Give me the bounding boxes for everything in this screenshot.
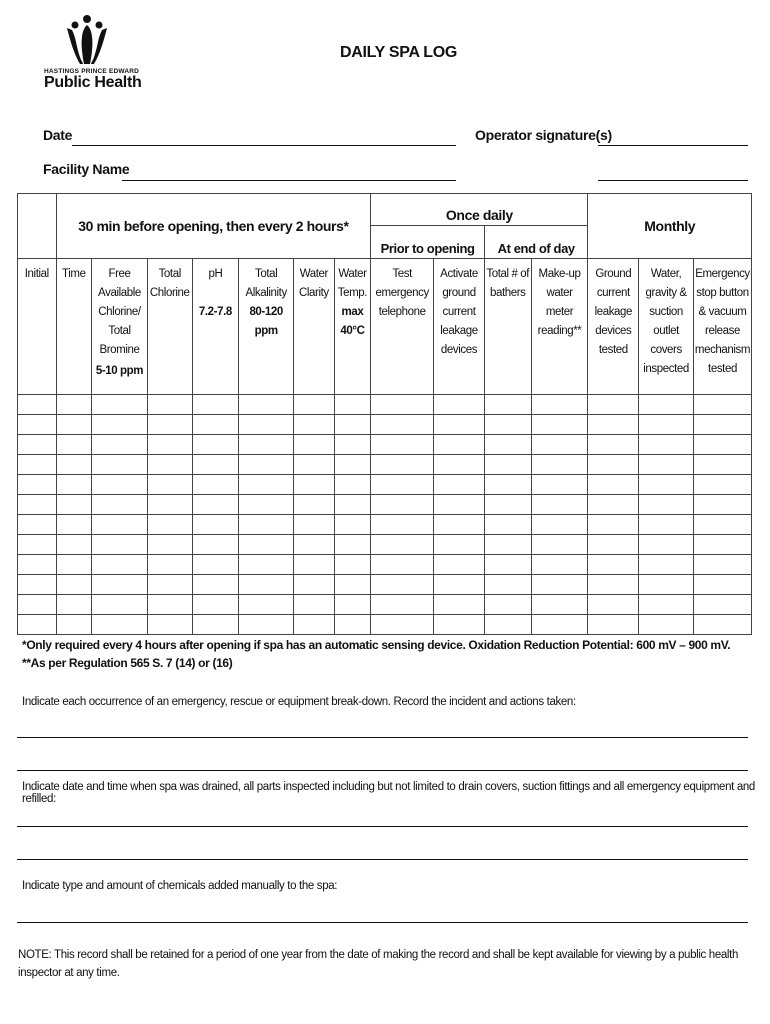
col-water-temp-range: max 40°C (340, 306, 365, 337)
table-cell[interactable] (531, 475, 588, 495)
table-row (18, 495, 752, 515)
table-cell[interactable] (434, 555, 485, 575)
emergency-entry-line-2[interactable] (17, 770, 748, 771)
instruction-drained: Indicate date and time when spa was drained, all parts inspected including but not limited to drain covers, suction fittings and all emergency equipment and refilled: (22, 781, 755, 805)
table-cell[interactable] (434, 435, 485, 455)
org-unit: Public Health (44, 74, 142, 91)
table-cell[interactable] (192, 555, 239, 575)
table-cell[interactable] (531, 515, 588, 535)
table-cell[interactable] (192, 535, 239, 555)
table-cell[interactable] (531, 575, 588, 595)
table-cell[interactable] (56, 595, 92, 615)
table-row (18, 515, 752, 535)
table-cell[interactable] (694, 455, 752, 475)
group-monthly: Monthly (588, 194, 752, 259)
table-cell[interactable] (18, 455, 57, 475)
table-cell[interactable] (371, 495, 434, 515)
date-label: Date (43, 127, 73, 143)
table-cell[interactable] (334, 615, 371, 635)
table-cell[interactable] (334, 575, 371, 595)
table-cell[interactable] (239, 615, 294, 635)
table-cell[interactable] (484, 395, 531, 415)
table-cell[interactable] (639, 615, 694, 635)
table-cell[interactable] (239, 495, 294, 515)
table-cell[interactable] (18, 575, 57, 595)
table-cell[interactable] (294, 455, 335, 475)
table-cell[interactable] (56, 475, 92, 495)
col-test-telephone: Test emergency telephone (371, 259, 434, 395)
table-cell[interactable] (484, 535, 531, 555)
table-cell[interactable] (147, 575, 192, 595)
table-row (18, 615, 752, 635)
footnote-regulation: **As per Regulation 565 S. 7 (14) or (16) (22, 656, 233, 670)
table-cell[interactable] (92, 455, 148, 475)
table-cell[interactable] (192, 515, 239, 535)
table-cell[interactable] (147, 615, 192, 635)
table-cell[interactable] (147, 535, 192, 555)
table-cell[interactable] (18, 395, 57, 415)
col-total-chlorine: Total Chlorine (147, 259, 192, 395)
table-cell[interactable] (192, 475, 239, 495)
table-cell[interactable] (92, 555, 148, 575)
drained-entry-line-1[interactable] (17, 826, 748, 827)
drained-entry-line-2[interactable] (17, 859, 748, 860)
table-cell[interactable] (588, 535, 639, 555)
spa-log-table (17, 193, 752, 635)
table-cell[interactable] (294, 575, 335, 595)
table-cell[interactable] (334, 415, 371, 435)
table-cell[interactable] (588, 615, 639, 635)
table-cell[interactable] (588, 475, 639, 495)
table-cell[interactable] (147, 455, 192, 475)
table-cell[interactable] (239, 395, 294, 415)
table-cell[interactable] (239, 435, 294, 455)
col-ph (192, 259, 239, 395)
table-cell[interactable] (694, 495, 752, 515)
table-cell[interactable] (531, 415, 588, 435)
table-cell[interactable] (334, 555, 371, 575)
table-cell[interactable] (192, 575, 239, 595)
table-cell[interactable] (147, 555, 192, 575)
table-cell[interactable] (334, 395, 371, 415)
table-cell[interactable] (147, 495, 192, 515)
table-cell[interactable] (56, 455, 92, 475)
table-cell[interactable] (371, 615, 434, 635)
table-cell[interactable] (531, 495, 588, 515)
table-row (18, 475, 752, 495)
page-title: DAILY SPA LOG (340, 44, 458, 61)
operator-signature-label: Operator signature(s) (475, 127, 612, 143)
table-cell[interactable] (371, 575, 434, 595)
col-outlet-covers: Water, gravity & suction outlet covers inspected (639, 259, 694, 395)
table-cell[interactable] (334, 595, 371, 615)
table-cell[interactable] (484, 575, 531, 595)
table-cell[interactable] (294, 535, 335, 555)
facility-name-field[interactable] (122, 180, 456, 181)
footnote-orp: *Only required every 4 hours after opening if spa has an automatic sensing device. Oxidation Reduction Potential: 600 mV – 900 mV. (22, 638, 731, 652)
table-cell[interactable] (192, 415, 239, 435)
table-cell[interactable] (56, 495, 92, 515)
table-cell[interactable] (588, 555, 639, 575)
col-alkalinity-label: Total Alkalinity (245, 268, 287, 299)
table-cell[interactable] (694, 415, 752, 435)
table-cell[interactable] (92, 515, 148, 535)
table-row (18, 555, 752, 575)
table-cell[interactable] (639, 595, 694, 615)
table-cell[interactable] (92, 395, 148, 415)
table-cell[interactable] (192, 615, 239, 635)
table-cell[interactable] (588, 415, 639, 435)
col-meter-reading: Make-up water meter reading** (531, 259, 588, 395)
table-cell[interactable] (294, 515, 335, 535)
col-water-temp (334, 259, 371, 395)
table-cell[interactable] (92, 475, 148, 495)
table-cell[interactable] (334, 535, 371, 555)
col-free-chlorine-range: 5-10 ppm (95, 365, 144, 377)
table-cell[interactable] (18, 615, 57, 635)
table-cell[interactable] (294, 555, 335, 575)
table-cell[interactable] (531, 615, 588, 635)
table-cell[interactable] (588, 575, 639, 595)
group-every-2-hours: 30 min before opening, then every 2 hours* (56, 194, 371, 259)
retention-note: NOTE: This record shall be retained for a period of one year from the date of making the record and shall be kept available for viewing by a public health inspector at any time. (18, 949, 739, 979)
table-cell[interactable] (434, 595, 485, 615)
table-cell[interactable] (239, 475, 294, 495)
table-cell[interactable] (56, 555, 92, 575)
table-cell[interactable] (371, 395, 434, 415)
col-activate-gfci: Activate ground current leakage devices (434, 259, 485, 395)
table-cell[interactable] (484, 595, 531, 615)
table-cell[interactable] (694, 535, 752, 555)
table-cell[interactable] (484, 615, 531, 635)
table-cell[interactable] (434, 475, 485, 495)
col-time: Time (56, 259, 92, 395)
table-cell[interactable] (531, 395, 588, 415)
group-prior-to-opening: Prior to opening (371, 226, 485, 259)
col-ground-tested: Ground current leakage devices tested (588, 259, 639, 395)
table-cell[interactable] (56, 435, 92, 455)
blank-header-cell (18, 194, 57, 259)
table-cell[interactable] (371, 595, 434, 615)
table-row (18, 575, 752, 595)
table-cell[interactable] (371, 555, 434, 575)
table-cell[interactable] (531, 555, 588, 575)
table-cell[interactable] (18, 535, 57, 555)
table-row (18, 595, 752, 615)
table-cell[interactable] (92, 575, 148, 595)
table-cell[interactable] (92, 415, 148, 435)
table-cell[interactable] (484, 495, 531, 515)
table-cell[interactable] (371, 535, 434, 555)
table-cell[interactable] (239, 415, 294, 435)
date-field[interactable] (72, 145, 456, 146)
table-cell[interactable] (334, 515, 371, 535)
table-cell[interactable] (639, 515, 694, 535)
table-cell[interactable] (694, 515, 752, 535)
table-cell[interactable] (56, 395, 92, 415)
table-cell[interactable] (192, 435, 239, 455)
facility-name-label: Facility Name (43, 161, 130, 177)
col-water-clarity: Water Clarity (294, 259, 335, 395)
table-cell[interactable] (18, 555, 57, 575)
col-ph-range: 7.2-7.8 (198, 306, 232, 318)
table-cell[interactable] (434, 515, 485, 535)
table-cell[interactable] (334, 475, 371, 495)
operator-signature-field[interactable] (598, 145, 748, 146)
table-row (18, 455, 752, 475)
table-cell[interactable] (639, 395, 694, 415)
table-cell[interactable] (147, 395, 192, 415)
table-cell[interactable] (484, 475, 531, 495)
table-cell[interactable] (294, 415, 335, 435)
table-cell[interactable] (434, 395, 485, 415)
table-cell[interactable] (371, 455, 434, 475)
table-cell[interactable] (56, 615, 92, 635)
table-cell[interactable] (531, 535, 588, 555)
table-cell[interactable] (334, 435, 371, 455)
table-cell[interactable] (294, 395, 335, 415)
table-cell[interactable] (192, 495, 239, 515)
table-cell[interactable] (18, 595, 57, 615)
table-cell[interactable] (192, 395, 239, 415)
operator-signature-field-2[interactable] (598, 180, 748, 181)
col-alkalinity-range: 80-120 ppm (249, 306, 283, 337)
table-cell[interactable] (239, 455, 294, 475)
col-initial: Initial (18, 259, 57, 395)
table-cell[interactable] (56, 575, 92, 595)
table-cell[interactable] (588, 435, 639, 455)
table-cell[interactable] (92, 535, 148, 555)
table-cell[interactable] (18, 475, 57, 495)
table-cell[interactable] (588, 495, 639, 515)
table-cell[interactable] (588, 595, 639, 615)
table-cell[interactable] (334, 455, 371, 475)
table-cell[interactable] (694, 575, 752, 595)
table-cell[interactable] (694, 595, 752, 615)
group-end-of-day: At end of day (484, 226, 588, 259)
table-cell[interactable] (56, 515, 92, 535)
table-cell[interactable] (192, 595, 239, 615)
table-cell[interactable] (371, 415, 434, 435)
table-cell[interactable] (18, 415, 57, 435)
table-cell[interactable] (694, 395, 752, 415)
table-cell[interactable] (588, 515, 639, 535)
table-cell[interactable] (639, 435, 694, 455)
table-cell[interactable] (434, 415, 485, 435)
table-cell[interactable] (484, 515, 531, 535)
group-once-daily: Once daily (371, 194, 588, 226)
table-cell[interactable] (694, 555, 752, 575)
col-alkalinity (239, 259, 294, 395)
table-cell[interactable] (294, 615, 335, 635)
chemicals-entry-line[interactable] (17, 922, 748, 923)
table-cell[interactable] (92, 595, 148, 615)
table-cell[interactable] (239, 555, 294, 575)
col-water-temp-label: Water Temp. (337, 268, 368, 299)
table-cell[interactable] (147, 475, 192, 495)
table-cell[interactable] (484, 435, 531, 455)
table-cell[interactable] (56, 415, 92, 435)
table-cell[interactable] (147, 435, 192, 455)
table-cell[interactable] (639, 475, 694, 495)
table-cell[interactable] (694, 475, 752, 495)
col-free-chlorine (92, 259, 148, 395)
table-cell[interactable] (294, 475, 335, 495)
table-cell[interactable] (294, 595, 335, 615)
table-cell[interactable] (147, 415, 192, 435)
table-cell[interactable] (239, 575, 294, 595)
table-cell[interactable] (639, 415, 694, 435)
table-row (18, 395, 752, 415)
table-cell[interactable] (147, 595, 192, 615)
col-emergency-stop: Emergency stop button & vacuum release mechanism tested (694, 259, 752, 395)
table-cell[interactable] (694, 435, 752, 455)
table-cell[interactable] (484, 415, 531, 435)
instruction-chemicals: Indicate type and amount of chemicals added manually to the spa: (22, 880, 338, 892)
table-cell[interactable] (239, 515, 294, 535)
instruction-emergency: Indicate each occurrence of an emergency, rescue or equipment break-down. Record the incident and actions taken: (22, 696, 576, 708)
table-cell[interactable] (56, 535, 92, 555)
table-cell[interactable] (371, 435, 434, 455)
table-cell[interactable] (694, 615, 752, 635)
table-cell[interactable] (92, 615, 148, 635)
table-cell[interactable] (434, 455, 485, 475)
table-cell[interactable] (334, 495, 371, 515)
col-free-chlorine-label: Free Available Chlorine/ Total Bromine (98, 268, 141, 356)
table-cell[interactable] (484, 455, 531, 475)
table-cell[interactable] (18, 495, 57, 515)
table-cell[interactable] (18, 515, 57, 535)
table-cell[interactable] (192, 455, 239, 475)
emergency-entry-line-1[interactable] (17, 737, 748, 738)
table-cell[interactable] (639, 495, 694, 515)
table-cell[interactable] (294, 435, 335, 455)
table-cell[interactable] (434, 495, 485, 515)
table-cell[interactable] (531, 455, 588, 475)
table-cell[interactable] (588, 395, 639, 415)
table-cell[interactable] (639, 455, 694, 475)
table-cell[interactable] (639, 535, 694, 555)
logo (44, 14, 142, 92)
people-logo-icon (64, 14, 110, 66)
table-cell[interactable] (434, 615, 485, 635)
table-row (18, 435, 752, 455)
table-cell[interactable] (239, 535, 294, 555)
table-cell[interactable] (639, 575, 694, 595)
table-cell[interactable] (588, 455, 639, 475)
table-row (18, 415, 752, 435)
table-cell[interactable] (371, 475, 434, 495)
table-cell[interactable] (434, 575, 485, 595)
org-name: HASTINGS PRINCE EDWARD (44, 68, 140, 75)
table-cell[interactable] (239, 595, 294, 615)
table-cell[interactable] (531, 595, 588, 615)
table-cell[interactable] (92, 495, 148, 515)
table-cell[interactable] (434, 535, 485, 555)
table-cell[interactable] (484, 555, 531, 575)
table-cell[interactable] (531, 435, 588, 455)
col-ph-label: pH (208, 268, 223, 280)
table-cell[interactable] (639, 555, 694, 575)
table-cell[interactable] (371, 515, 434, 535)
table-cell[interactable] (294, 495, 335, 515)
table-cell[interactable] (147, 515, 192, 535)
col-total-bathers: Total # of bathers (484, 259, 531, 395)
table-row (18, 535, 752, 555)
table-cell[interactable] (92, 435, 148, 455)
table-cell[interactable] (18, 435, 57, 455)
